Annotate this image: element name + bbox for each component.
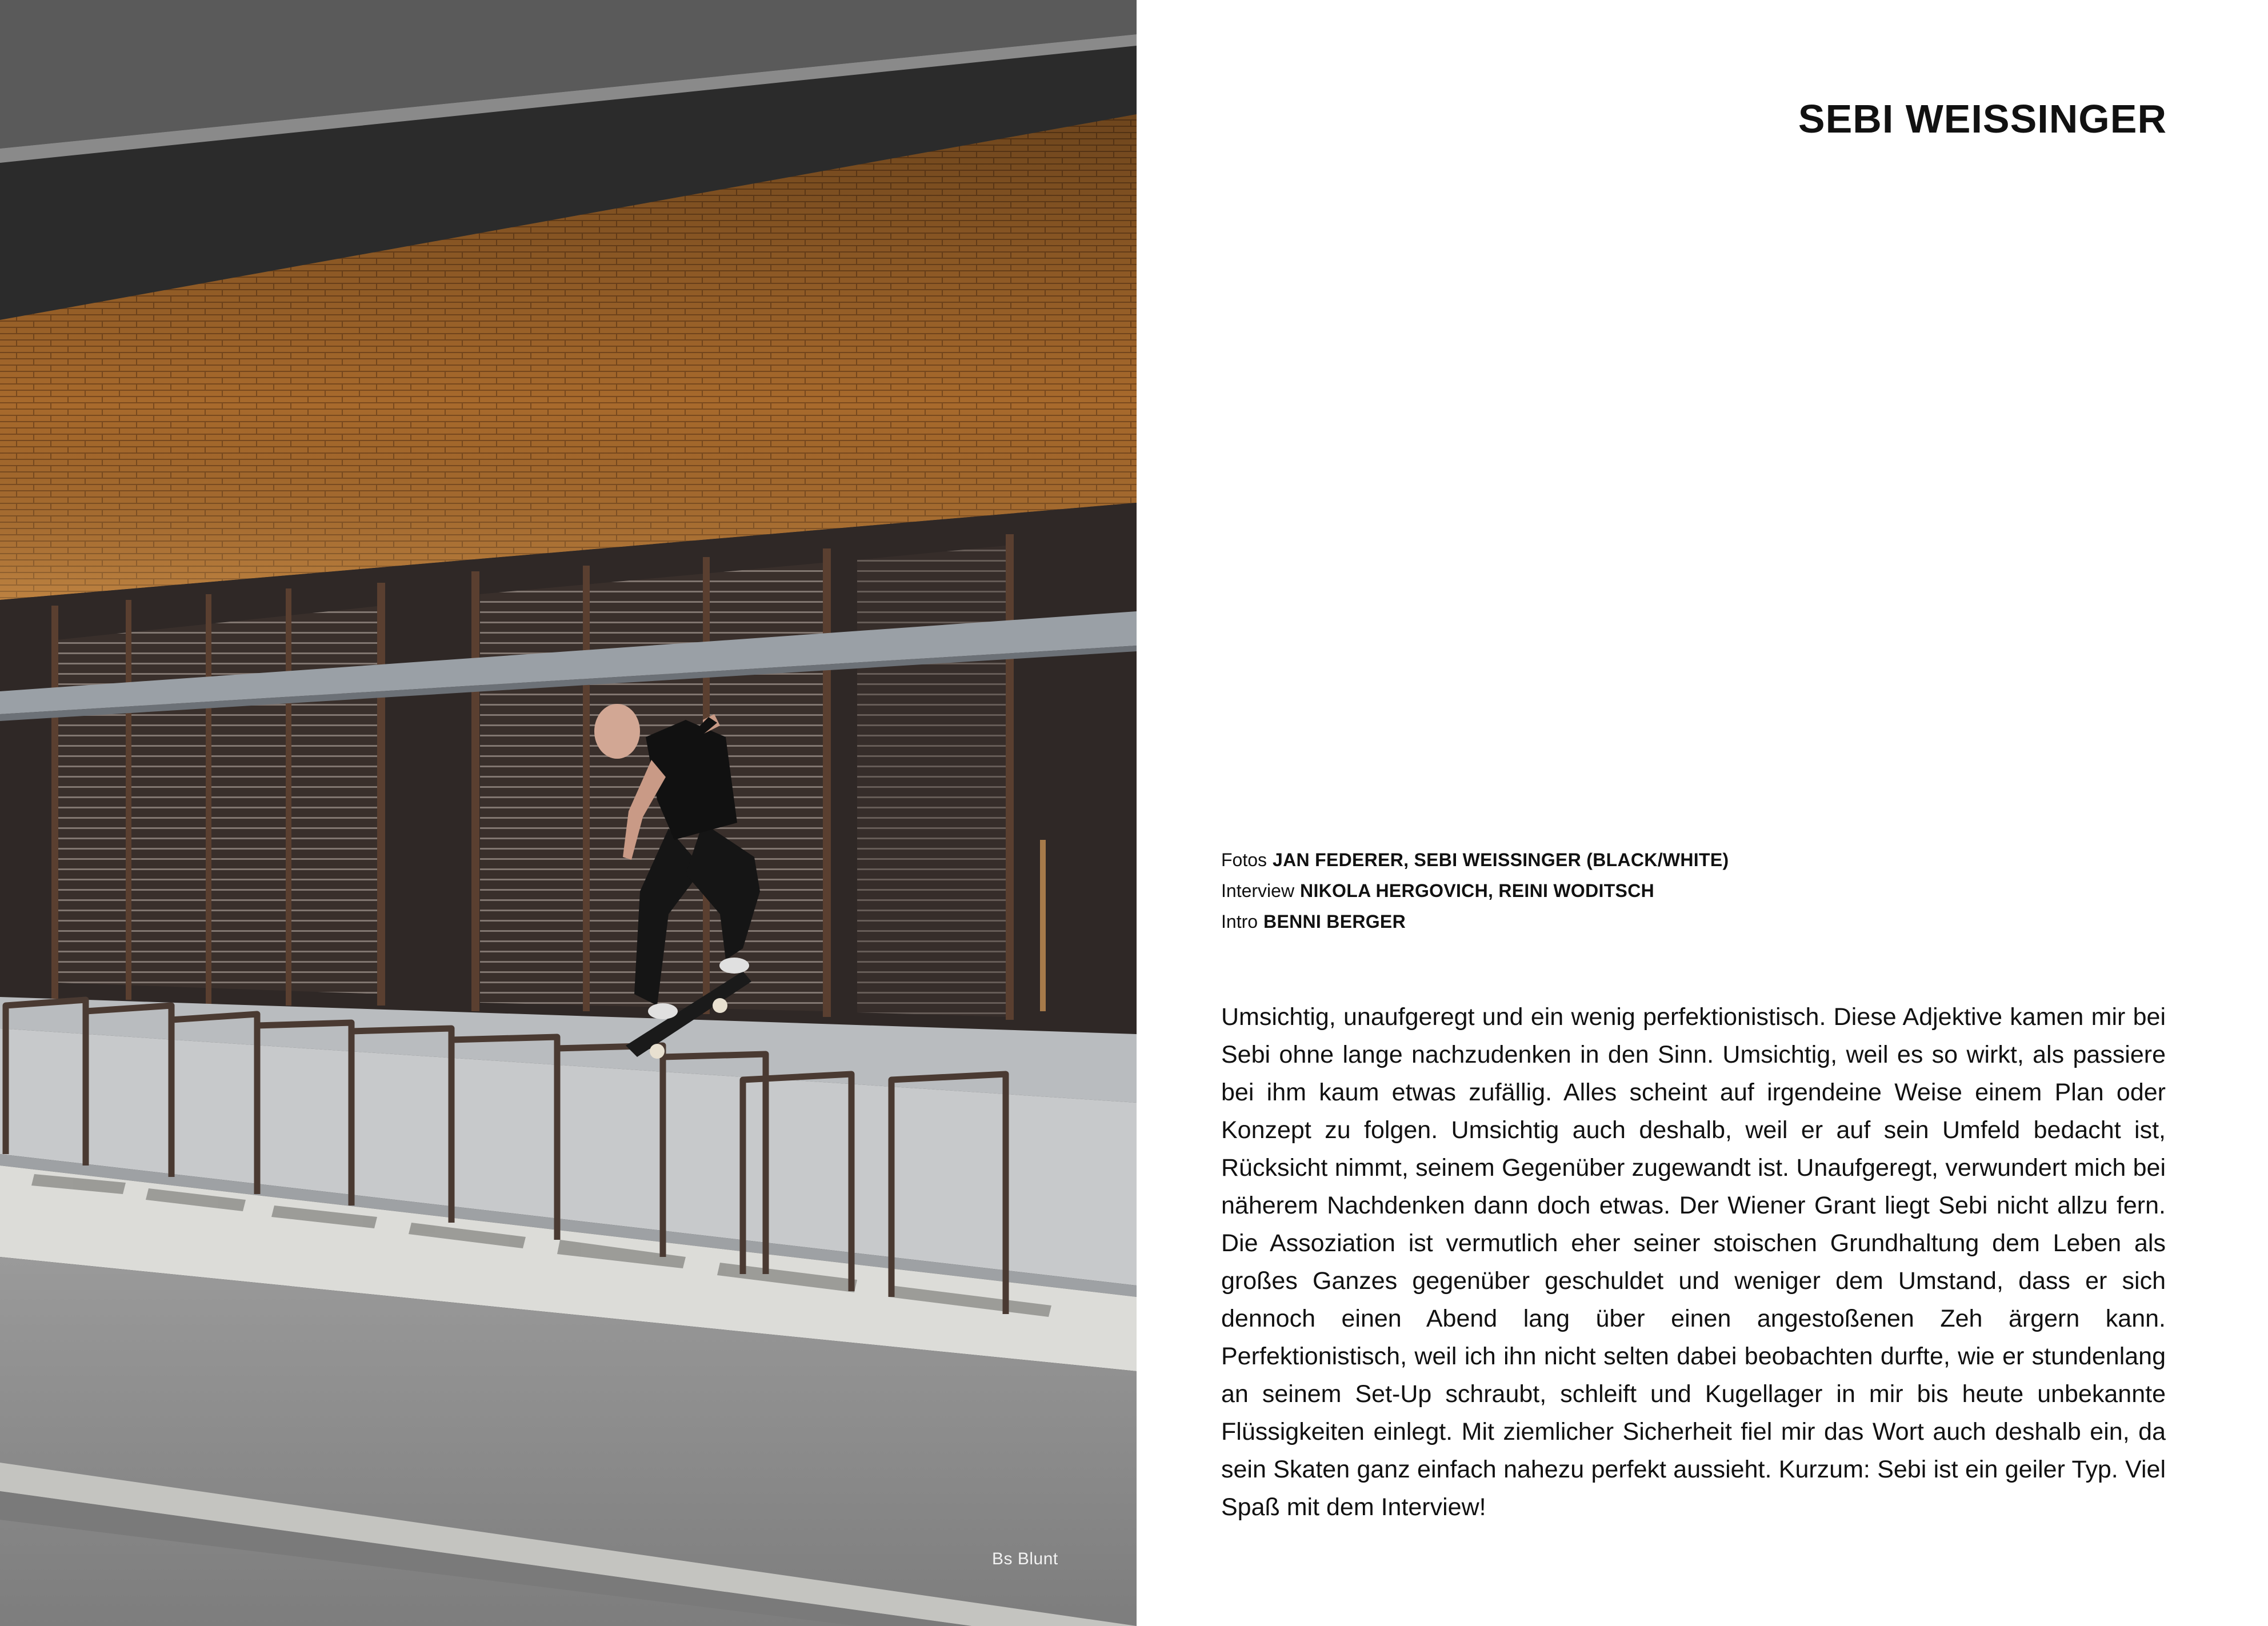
credits-block — [1221, 844, 1729, 937]
credit-row-fotos — [1221, 844, 1729, 875]
credit-row-interview — [1221, 875, 1729, 906]
credit-row-intro — [1221, 906, 1729, 937]
credit-names: JAN FEDERER, SEBI WEISSINGER (BLACK/WHITE) — [1273, 850, 1729, 870]
credit-role: Interview — [1221, 880, 1295, 901]
credit-names: NIKOLA HERGOVICH, REINI WODITSCH — [1300, 880, 1655, 901]
credit-names: BENNI BERGER — [1263, 911, 1406, 932]
intro-paragraph: Umsichtig, unaufgeregt und ein wenig perfektionistisch. Diese Adjektive kamen mir bei Sebi ohne lange nachzudenken in den Sinn. Umsichtig, weil es so wirkt, als passiere bei ihm kaum etwas zufällig. Alles scheint auf irgendeine Weise einem Plan oder Konzept zu folgen. Umsichtig auch deshalb, weil er auf sein Umfeld bedacht ist, Rücksicht nimmt, seinem Gegenüber zugewandt ist. Unaufgeregt, verwundert mich bei näherem Nachdenken dann doch etwas. Der Wiener Grant liegt Sebi nicht allzu fern. Die Assoziation ist vermutlich eher seiner stoischen Grundhaltung dem Leben als großes Ganzes gegenüber geschuldet und weniger dem Umstand, dass er sich dennoch einen Abend lang über einen angestoßenen Zeh ärgern kann. Perfektionistisch, weil ich ihn nicht selten dabei beobachten durfte, wie er stundenlang an seinem Set-Up schraubt, schleift und Kugellager in mir bis heute unbekannte Flüssigkeiten einlegt. Mit ziemlicher Sicherheit fiel mir das Wort auch deshalb ein, da sein Skaten ganz einfach nahezu perfekt aussieht. Kurzum: Sebi ist ein geiler Typ. Viel Spaß mit dem Interview! — [1221, 1003, 2166, 1521]
credit-role: Intro — [1221, 911, 1258, 932]
credit-role: Fotos — [1221, 850, 1267, 870]
article-title: SEBI WEISSINGER — [1798, 97, 2167, 141]
photo-caption: Bs Blunt — [992, 1549, 1058, 1568]
